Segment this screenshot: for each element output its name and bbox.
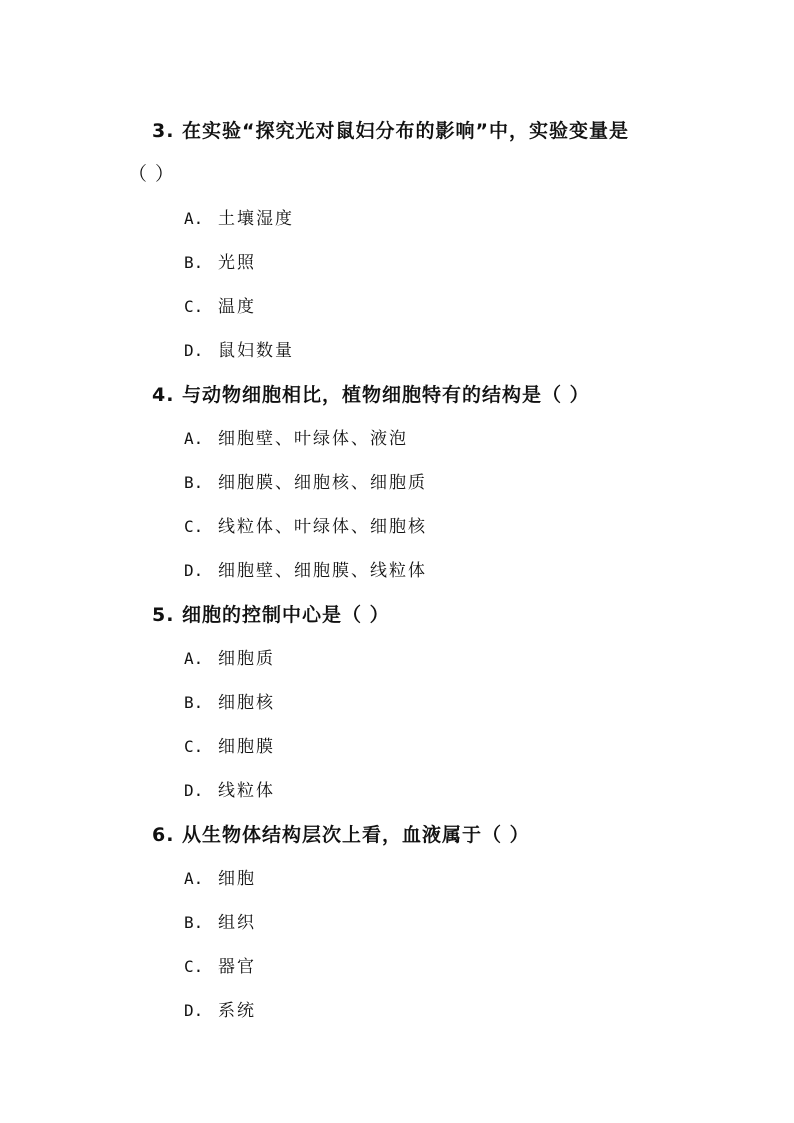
option-text: 细胞质 (218, 649, 275, 669)
option-letter: A. (184, 209, 204, 228)
option-letter: A. (184, 649, 204, 668)
option-text: 鼠妇数量 (218, 341, 294, 361)
option-text: 线粒体、叶绿体、细胞核 (218, 517, 427, 537)
option-letter: B. (184, 913, 204, 932)
question-4-option-c (184, 512, 427, 537)
question-3-option-b (184, 248, 256, 273)
option-text: 系统 (218, 1001, 256, 1021)
question-6-option-d (184, 996, 256, 1021)
option-text: 土壤湿度 (218, 209, 294, 229)
question-6-stem (152, 820, 530, 847)
option-letter: C. (184, 957, 204, 976)
question-5-text: 细胞的控制中心是（ ） (182, 604, 390, 626)
option-text: 细胞膜、细胞核、细胞质 (218, 473, 427, 493)
option-text: 细胞壁、叶绿体、液泡 (218, 429, 408, 449)
option-letter: B. (184, 693, 204, 712)
question-6-number: 6. (152, 824, 175, 846)
option-text: 细胞 (218, 869, 256, 889)
question-3-text: 在实验“探究光对鼠妇分布的影响”中，实验变量是 (182, 120, 629, 142)
question-3-option-c (184, 292, 256, 317)
question-6-option-a (184, 864, 256, 889)
question-5-stem (152, 600, 390, 627)
question-4-text: 与动物细胞相比，植物细胞特有的结构是（ ） (182, 384, 590, 406)
option-text: 组织 (218, 913, 256, 933)
question-6-option-b (184, 908, 256, 933)
question-4-option-d (184, 556, 427, 581)
option-letter: C. (184, 297, 204, 316)
question-4-stem (152, 380, 590, 407)
option-text: 光照 (218, 253, 256, 273)
option-letter: D. (184, 561, 204, 580)
question-5-number: 5. (152, 604, 175, 626)
option-text: 温度 (218, 297, 256, 317)
question-4-number: 4. (152, 384, 175, 406)
option-text: 细胞膜 (218, 737, 275, 757)
option-letter: A. (184, 869, 204, 888)
option-letter: A. (184, 429, 204, 448)
option-text: 细胞壁、细胞膜、线粒体 (218, 561, 427, 581)
question-4-option-b (184, 468, 427, 493)
option-letter: C. (184, 517, 204, 536)
question-3-option-a (184, 204, 294, 229)
question-4-option-a (184, 424, 408, 449)
question-3-option-d (184, 336, 294, 361)
question-5-option-b (184, 688, 275, 713)
question-6-option-c (184, 952, 256, 977)
question-3-stem (152, 116, 629, 143)
question-6-text: 从生物体结构层次上看，血液属于（ ） (182, 824, 530, 846)
question-3-stem-continuation: （ ） (128, 163, 176, 185)
option-text: 器官 (218, 957, 256, 977)
question-5-option-c (184, 732, 275, 757)
question-3-number: 3. (152, 120, 175, 142)
option-letter: B. (184, 253, 204, 272)
option-text: 线粒体 (218, 781, 275, 801)
option-letter: D. (184, 341, 204, 360)
question-5-option-d (184, 776, 275, 801)
question-5-option-a (184, 644, 275, 669)
option-letter: C. (184, 737, 204, 756)
option-letter: B. (184, 473, 204, 492)
option-text: 细胞核 (218, 693, 275, 713)
option-letter: D. (184, 781, 204, 800)
option-letter: D. (184, 1001, 204, 1020)
